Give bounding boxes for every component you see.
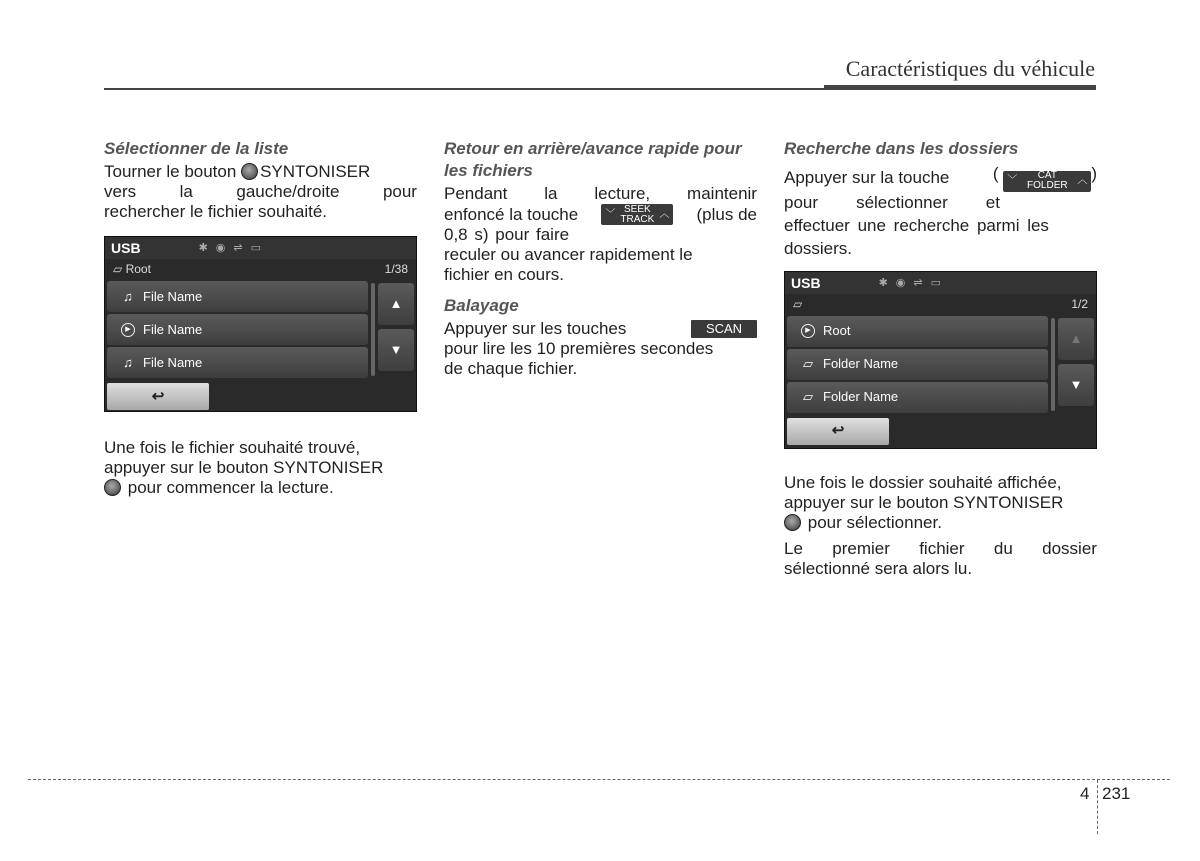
paragraph-line: Une fois le fichier souhaité trouvé, (104, 438, 361, 457)
scan-key: SCAN (691, 320, 757, 338)
return-arrow-icon: ↩ (151, 387, 165, 405)
chevron-down-icon: ﹀ (1007, 175, 1018, 186)
screen-path-bar (785, 294, 1096, 314)
chevron-down-icon: ﹀ (605, 208, 616, 220)
usb-icon: ⇌ (233, 242, 243, 254)
column-2 (444, 138, 757, 379)
section-heading: Recherche dans les dossiers (784, 139, 1019, 158)
ipod-icon: ▭ (930, 276, 942, 289)
screen-status-bar (105, 237, 416, 259)
music-note-icon: ♫ (123, 288, 133, 304)
screen-path-bar: ▱ Root 1/38 (105, 259, 416, 279)
paragraph-line: fichier en cours. (444, 265, 564, 284)
section-heading: Balayage (444, 296, 519, 315)
music-note-icon: ♫ (123, 354, 133, 370)
scroll-down-button[interactable] (1058, 364, 1094, 406)
triangle-up-icon: ▲ (1069, 330, 1083, 346)
usb-file-list-screen (104, 236, 417, 412)
play-circle-icon: ▶ (801, 324, 815, 338)
paragraph-line: 0,8 s) pour faire (444, 225, 570, 244)
paragraph-line: Le premier fichier du dossier (784, 538, 1097, 558)
list-item[interactable]: ▱ Folder Name (787, 349, 1048, 380)
play-circle-icon: ▶ (121, 323, 135, 337)
tune-knob-icon (104, 479, 121, 496)
scroll-up-button[interactable] (378, 283, 414, 325)
bluetooth-icon: ✱ (198, 242, 208, 254)
back-button[interactable] (107, 383, 209, 410)
chapter-number: 4 (1080, 784, 1090, 803)
list-item[interactable]: ▱ Folder Name (787, 382, 1048, 413)
usb-folder-list-screen (784, 271, 1097, 449)
chevron-up-icon: ︿ (1077, 175, 1088, 186)
page-number: 231 (1102, 784, 1131, 803)
paragraph-line: appuyer sur le bouton SYNTONISER (104, 458, 384, 477)
screen-source-label: USB (111, 240, 141, 256)
paragraph-line: pour sélectionner et (784, 192, 1000, 212)
ipod-icon: ▭ (250, 242, 262, 254)
folder-open-icon: ▱ (113, 262, 123, 276)
scroll-up-button[interactable] (1058, 318, 1094, 360)
scrollbar[interactable] (1051, 318, 1055, 411)
paragraph-line: vers la gauche/droite pour (104, 182, 417, 201)
paragraph-line: pour commencer la lecture. (104, 478, 417, 498)
triangle-down-icon: ▼ (1069, 376, 1083, 392)
tune-knob-icon (241, 163, 258, 180)
paragraph-line: appuyer sur le bouton SYNTONISER (784, 492, 1064, 512)
paragraph-line: pour lire les 10 premières secondes (444, 339, 714, 358)
usb-icon: ⇌ (913, 276, 923, 289)
screen-source-label: USB (791, 274, 821, 291)
paragraph-line: dossiers. (784, 238, 853, 258)
column-1 (104, 138, 417, 498)
list-counter: 1/38 (384, 262, 408, 276)
folder-open-icon: ▱ (793, 296, 803, 311)
paragraph-line: Appuyer sur la touche ( ﹀ CAT FOLDER ︿ ) (784, 164, 1097, 191)
tune-knob-icon (784, 514, 801, 531)
paragraph-line: effectuer une recherche parmi les (784, 215, 1049, 235)
list-item[interactable]: ▶ Root (787, 316, 1048, 347)
paragraph-line: Tourner le bouton SYNTONISER (104, 162, 371, 181)
screen-status-bar (785, 272, 1096, 294)
folder-icon: ▱ (803, 389, 813, 404)
list-item[interactable]: ♫ File Name (107, 281, 368, 312)
column-3 (784, 138, 1097, 579)
paragraph-line: reculer ou avancer rapidement le (444, 245, 693, 264)
back-button[interactable] (787, 418, 889, 445)
paragraph-line: Pendant la lecture, maintenir (444, 184, 757, 203)
paragraph-line: enfoncé la touche ﹀ SEEK TRACK ︿ (plus de (444, 203, 757, 225)
triangle-down-icon: ▼ (389, 342, 403, 357)
paragraph-line: sélectionné sera alors lu. (784, 558, 973, 578)
triangle-up-icon: ▲ (389, 296, 403, 311)
paragraph-line: pour sélectionner. (784, 513, 1097, 533)
cat-folder-key: ﹀ CAT FOLDER ︿ (1003, 171, 1091, 192)
paragraph-line: Une fois le dossier souhaité affichée, (784, 472, 1062, 492)
record-icon: ◉ (215, 242, 226, 254)
bluetooth-icon: ✱ (878, 276, 888, 289)
list-counter: 1/2 (1071, 296, 1088, 311)
scroll-down-button[interactable] (378, 329, 414, 371)
chevron-up-icon: ︿ (659, 208, 670, 220)
section-heading: Sélectionner de la liste (104, 139, 289, 158)
list-item[interactable]: ▶ File Name (107, 314, 368, 345)
scrollbar[interactable] (371, 283, 375, 376)
return-arrow-icon: ↩ (831, 422, 845, 439)
footer-rule (28, 779, 1170, 780)
list-item[interactable]: ♫ File Name (107, 347, 368, 378)
paragraph-line: de chaque fichier. (444, 359, 578, 378)
paragraph-line: rechercher le fichier souhaité. (104, 202, 328, 221)
folder-icon: ▱ (803, 356, 813, 371)
section-heading: Retour en arrière/avance rapide pour les fichiers (444, 139, 742, 180)
record-icon: ◉ (895, 276, 906, 289)
footer-divider (1097, 780, 1098, 834)
paragraph-line: Appuyer sur les touches SCAN (444, 319, 757, 339)
header-title: Caractéristiques du véhicule (845, 56, 1095, 81)
header-rule (104, 88, 1096, 90)
seek-track-key: ﹀ SEEK TRACK ︿ (601, 204, 673, 225)
